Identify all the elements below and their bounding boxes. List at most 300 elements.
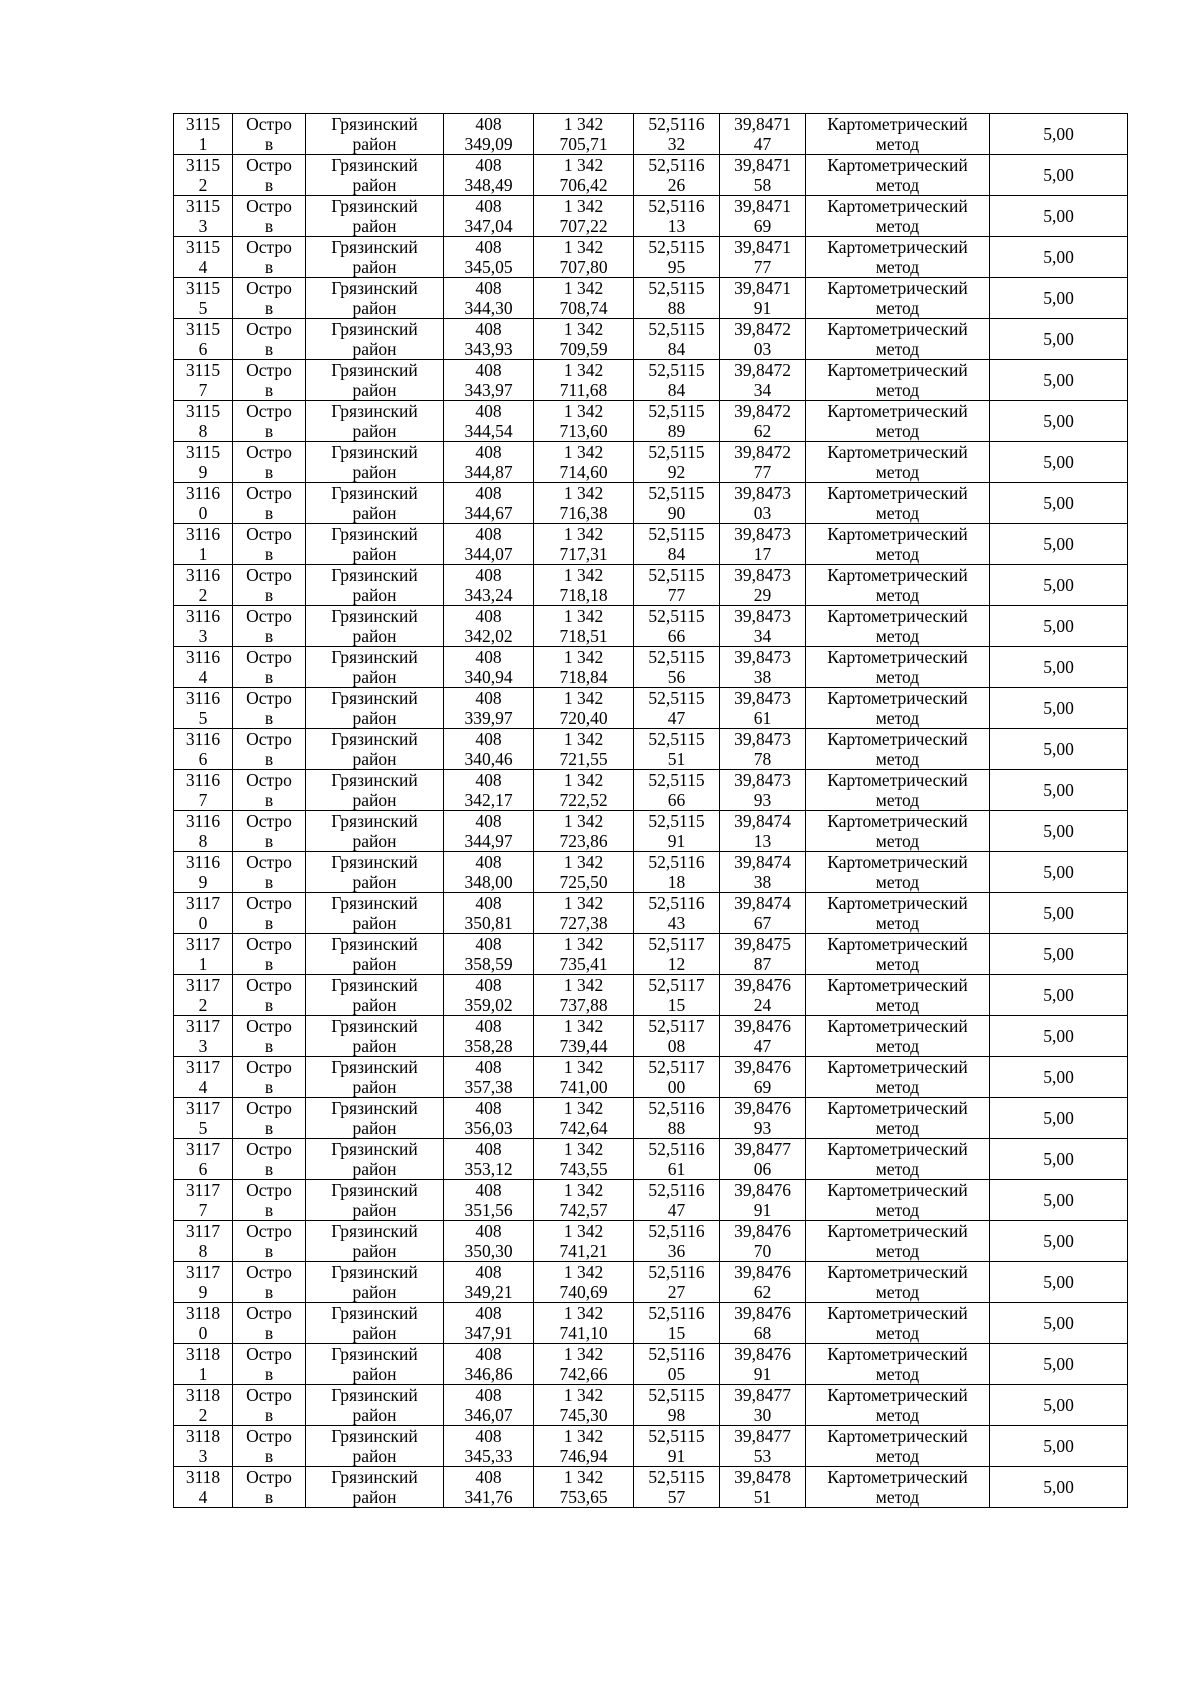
district-line: район <box>352 708 397 728</box>
object-type-cell <box>233 934 306 975</box>
longitude-cell <box>720 155 806 196</box>
y-coordinate-line: 707,22 <box>559 216 608 236</box>
method-cell <box>806 483 990 524</box>
method-line: метод <box>875 1446 920 1466</box>
district-line: район <box>352 749 397 769</box>
method-line: Картометрический <box>827 524 968 544</box>
longitude-line: 13 <box>753 831 772 851</box>
x-coordinate-line: 341,76 <box>464 1487 513 1507</box>
method-cell <box>806 196 990 237</box>
point-number-cell <box>174 319 233 360</box>
latitude-line: 52,5116 <box>648 114 705 134</box>
latitude-line: 52,5115 <box>648 401 705 421</box>
district-line: район <box>352 831 397 851</box>
x-coordinate-line: 348,00 <box>464 872 513 892</box>
table-row <box>174 1467 1128 1508</box>
district-line: район <box>352 1200 397 1220</box>
latitude-cell <box>634 483 720 524</box>
point-number-cell <box>174 606 233 647</box>
point-number-line: 4 <box>198 257 208 277</box>
object-type-line: Остро <box>246 647 292 667</box>
accuracy-cell: 5,00 <box>990 770 1128 811</box>
method-line: метод <box>875 626 920 646</box>
point-number-line: 4 <box>198 667 208 687</box>
point-number-line: 1 <box>198 544 208 564</box>
x-coordinate-cell <box>444 606 534 647</box>
object-type-line: в <box>264 1282 274 1302</box>
object-type-line: в <box>264 995 274 1015</box>
method-line: метод <box>875 1487 920 1507</box>
y-coordinate-cell <box>534 1057 634 1098</box>
object-type-line: в <box>264 1118 274 1138</box>
point-number-line: 3116 <box>185 647 221 667</box>
method-line: Картометрический <box>827 196 968 216</box>
x-coordinate-line: 408 <box>475 688 502 708</box>
point-number-line: 1 <box>198 954 208 974</box>
method-line: Картометрический <box>827 1139 968 1159</box>
longitude-cell <box>720 811 806 852</box>
method-cell <box>806 1221 990 1262</box>
point-number-cell <box>174 1221 233 1262</box>
longitude-cell <box>720 483 806 524</box>
object-type-cell <box>233 1139 306 1180</box>
accuracy-cell: 5,00 <box>990 483 1128 524</box>
district-line: Грязинский <box>331 442 418 462</box>
longitude-line: 39,8474 <box>734 852 791 872</box>
y-coordinate-cell <box>534 237 634 278</box>
x-coordinate-cell <box>444 524 534 565</box>
point-number-line: 3118 <box>185 1467 221 1487</box>
object-type-line: Остро <box>246 934 292 954</box>
district-line: Грязинский <box>331 196 418 216</box>
x-coordinate-line: 408 <box>475 1098 502 1118</box>
latitude-line: 52,5116 <box>648 1221 705 1241</box>
longitude-cell <box>720 196 806 237</box>
y-coordinate-line: 716,38 <box>559 503 608 523</box>
district-line: Грязинский <box>331 893 418 913</box>
point-number-cell <box>174 237 233 278</box>
method-line: метод <box>875 913 920 933</box>
table-row <box>174 1221 1128 1262</box>
point-number-line: 3115 <box>185 196 221 216</box>
method-line: Картометрический <box>827 1344 968 1364</box>
latitude-line: 52,5116 <box>648 1098 705 1118</box>
object-type-line: в <box>264 1364 274 1384</box>
object-type-line: в <box>264 831 274 851</box>
object-type-line: в <box>264 585 274 605</box>
object-type-line: Остро <box>246 852 292 872</box>
accuracy-cell: 5,00 <box>990 1262 1128 1303</box>
longitude-line: 29 <box>753 585 772 605</box>
district-line: Грязинский <box>331 975 418 995</box>
method-cell <box>806 647 990 688</box>
y-coordinate-line: 714,60 <box>559 462 608 482</box>
district-cell <box>306 565 444 606</box>
table-row <box>174 483 1128 524</box>
object-type-line: Остро <box>246 688 292 708</box>
table-row <box>174 114 1128 155</box>
y-coordinate-cell <box>534 729 634 770</box>
method-line: Картометрический <box>827 852 968 872</box>
longitude-line: 91 <box>753 298 772 318</box>
table-row <box>174 155 1128 196</box>
longitude-cell <box>720 729 806 770</box>
latitude-line: 52,5116 <box>648 893 705 913</box>
latitude-cell <box>634 688 720 729</box>
district-cell <box>306 196 444 237</box>
x-coordinate-cell <box>444 442 534 483</box>
district-line: Грязинский <box>331 483 418 503</box>
district-cell <box>306 278 444 319</box>
district-line: Грязинский <box>331 524 418 544</box>
latitude-cell <box>634 524 720 565</box>
point-number-line: 3117 <box>185 1098 221 1118</box>
district-line: район <box>352 1077 397 1097</box>
y-coordinate-cell <box>534 565 634 606</box>
point-number-line: 3117 <box>185 1057 221 1077</box>
point-number-line: 3117 <box>185 1139 221 1159</box>
x-coordinate-cell <box>444 893 534 934</box>
y-coordinate-line: 741,10 <box>559 1323 608 1343</box>
district-cell <box>306 1098 444 1139</box>
latitude-cell <box>634 770 720 811</box>
x-coordinate-line: 408 <box>475 155 502 175</box>
table-row <box>174 442 1128 483</box>
object-type-line: в <box>264 872 274 892</box>
longitude-cell <box>720 401 806 442</box>
object-type-line: Остро <box>246 1221 292 1241</box>
y-coordinate-line: 739,44 <box>559 1036 608 1056</box>
y-coordinate-line: 1 342 <box>563 1467 604 1487</box>
table-row <box>174 1139 1128 1180</box>
latitude-line: 52,5115 <box>648 442 705 462</box>
longitude-line: 91 <box>753 1200 772 1220</box>
district-line: Грязинский <box>331 1303 418 1323</box>
point-number-cell <box>174 1262 233 1303</box>
y-coordinate-cell <box>534 811 634 852</box>
point-number-line: 5 <box>198 708 208 728</box>
point-number-line: 3115 <box>185 401 221 421</box>
latitude-line: 52,5115 <box>648 524 705 544</box>
object-type-cell <box>233 688 306 729</box>
y-coordinate-line: 1 342 <box>563 483 604 503</box>
y-coordinate-cell <box>534 1139 634 1180</box>
method-line: метод <box>875 708 920 728</box>
method-line: Картометрический <box>827 1098 968 1118</box>
point-number-line: 4 <box>198 1487 208 1507</box>
longitude-line: 39,8475 <box>734 934 791 954</box>
latitude-cell <box>634 1385 720 1426</box>
district-line: Грязинский <box>331 1180 418 1200</box>
accuracy-cell: 5,00 <box>990 278 1128 319</box>
object-type-line: Остро <box>246 1139 292 1159</box>
method-cell <box>806 360 990 401</box>
longitude-line: 39,8476 <box>734 1262 791 1282</box>
object-type-cell <box>233 1180 306 1221</box>
latitude-line: 88 <box>667 298 686 318</box>
point-number-cell <box>174 770 233 811</box>
object-type-line: Остро <box>246 360 292 380</box>
district-cell <box>306 852 444 893</box>
method-line: Картометрический <box>827 688 968 708</box>
table-row <box>174 1016 1128 1057</box>
object-type-line: в <box>264 339 274 359</box>
method-line: метод <box>875 1077 920 1097</box>
latitude-line: 52,5116 <box>648 852 705 872</box>
object-type-line: в <box>264 503 274 523</box>
latitude-line: 05 <box>667 1364 686 1384</box>
latitude-cell <box>634 319 720 360</box>
y-coordinate-cell <box>534 606 634 647</box>
latitude-cell <box>634 1016 720 1057</box>
latitude-cell <box>634 893 720 934</box>
object-type-line: Остро <box>246 442 292 462</box>
table-row <box>174 975 1128 1016</box>
district-cell <box>306 1385 444 1426</box>
y-coordinate-line: 720,40 <box>559 708 608 728</box>
district-line: район <box>352 790 397 810</box>
y-coordinate-cell <box>534 155 634 196</box>
point-number-line: 3116 <box>185 606 221 626</box>
method-line: Картометрический <box>827 401 968 421</box>
latitude-line: 52,5115 <box>648 483 705 503</box>
method-line: метод <box>875 1036 920 1056</box>
y-coordinate-cell <box>534 360 634 401</box>
longitude-line: 69 <box>753 1077 772 1097</box>
point-number-line: 8 <box>198 421 208 441</box>
method-line: Картометрический <box>827 1467 968 1487</box>
y-coordinate-line: 1 342 <box>563 647 604 667</box>
point-number-cell <box>174 278 233 319</box>
latitude-line: 47 <box>667 1200 686 1220</box>
method-line: метод <box>875 421 920 441</box>
y-coordinate-line: 743,55 <box>559 1159 608 1179</box>
y-coordinate-cell <box>534 1385 634 1426</box>
latitude-line: 18 <box>667 872 686 892</box>
method-line: Картометрический <box>827 565 968 585</box>
x-coordinate-cell <box>444 565 534 606</box>
latitude-line: 52,5115 <box>648 770 705 790</box>
object-type-cell <box>233 1344 306 1385</box>
longitude-cell <box>720 1385 806 1426</box>
latitude-cell <box>634 155 720 196</box>
longitude-line: 58 <box>753 175 772 195</box>
longitude-cell <box>720 1139 806 1180</box>
latitude-line: 56 <box>667 667 686 687</box>
x-coordinate-line: 408 <box>475 934 502 954</box>
accuracy-cell: 5,00 <box>990 934 1128 975</box>
x-coordinate-cell <box>444 770 534 811</box>
point-number-line: 8 <box>198 831 208 851</box>
latitude-cell <box>634 1262 720 1303</box>
object-type-line: Остро <box>246 237 292 257</box>
point-number-line: 3116 <box>185 483 221 503</box>
x-coordinate-line: 359,02 <box>464 995 513 1015</box>
y-coordinate-line: 1 342 <box>563 196 604 216</box>
method-line: Картометрический <box>827 729 968 749</box>
object-type-line: Остро <box>246 196 292 216</box>
method-cell <box>806 811 990 852</box>
object-type-line: Остро <box>246 1303 292 1323</box>
x-coordinate-line: 342,02 <box>464 626 513 646</box>
latitude-line: 88 <box>667 1118 686 1138</box>
object-type-cell <box>233 1016 306 1057</box>
district-line: район <box>352 298 397 318</box>
point-number-line: 3116 <box>185 565 221 585</box>
y-coordinate-cell <box>534 1262 634 1303</box>
object-type-line: Остро <box>246 606 292 626</box>
district-cell <box>306 114 444 155</box>
point-number-line: 2 <box>198 995 208 1015</box>
x-coordinate-line: 408 <box>475 196 502 216</box>
district-cell <box>306 1262 444 1303</box>
method-line: Картометрический <box>827 647 968 667</box>
district-line: Грязинский <box>331 1426 418 1446</box>
y-coordinate-cell <box>534 319 634 360</box>
x-coordinate-line: 408 <box>475 811 502 831</box>
longitude-cell <box>720 770 806 811</box>
x-coordinate-cell <box>444 155 534 196</box>
point-number-line: 3117 <box>185 934 221 954</box>
district-line: Грязинский <box>331 729 418 749</box>
y-coordinate-line: 706,42 <box>559 175 608 195</box>
longitude-cell <box>720 1098 806 1139</box>
district-line: район <box>352 872 397 892</box>
table-row <box>174 1180 1128 1221</box>
x-coordinate-line: 356,03 <box>464 1118 513 1138</box>
longitude-line: 61 <box>753 708 772 728</box>
method-line: метод <box>875 1118 920 1138</box>
method-line: метод <box>875 1200 920 1220</box>
y-coordinate-line: 1 342 <box>563 319 604 339</box>
point-number-line: 3117 <box>185 1221 221 1241</box>
point-number-cell <box>174 442 233 483</box>
x-coordinate-line: 408 <box>475 1344 502 1364</box>
district-line: Грязинский <box>331 1098 418 1118</box>
longitude-cell <box>720 1221 806 1262</box>
district-cell <box>306 319 444 360</box>
object-type-line: Остро <box>246 770 292 790</box>
point-number-line: 6 <box>198 1159 208 1179</box>
longitude-cell <box>720 1303 806 1344</box>
x-coordinate-line: 346,07 <box>464 1405 513 1425</box>
y-coordinate-cell <box>534 483 634 524</box>
district-line: Грязинский <box>331 688 418 708</box>
x-coordinate-line: 343,93 <box>464 339 513 359</box>
object-type-line: в <box>264 462 274 482</box>
table-row <box>174 811 1128 852</box>
district-cell <box>306 1057 444 1098</box>
x-coordinate-line: 408 <box>475 401 502 421</box>
longitude-line: 39,8477 <box>734 1139 791 1159</box>
method-line: Картометрический <box>827 1057 968 1077</box>
method-cell <box>806 934 990 975</box>
x-coordinate-line: 350,81 <box>464 913 513 933</box>
object-type-line: Остро <box>246 1180 292 1200</box>
x-coordinate-line: 357,38 <box>464 1077 513 1097</box>
object-type-cell <box>233 1303 306 1344</box>
longitude-line: 39,8477 <box>734 1426 791 1446</box>
point-number-cell <box>174 1180 233 1221</box>
y-coordinate-line: 753,65 <box>559 1487 608 1507</box>
latitude-line: 08 <box>667 1036 686 1056</box>
longitude-line: 77 <box>753 257 772 277</box>
table-row <box>174 196 1128 237</box>
longitude-cell <box>720 893 806 934</box>
object-type-line: в <box>264 749 274 769</box>
x-coordinate-line: 344,67 <box>464 503 513 523</box>
method-line: Картометрический <box>827 442 968 462</box>
district-cell <box>306 770 444 811</box>
y-coordinate-line: 1 342 <box>563 1098 604 1118</box>
point-number-line: 8 <box>198 1241 208 1261</box>
district-line: район <box>352 544 397 564</box>
method-line: метод <box>875 1159 920 1179</box>
latitude-line: 84 <box>667 339 686 359</box>
latitude-line: 00 <box>667 1077 686 1097</box>
latitude-cell <box>634 852 720 893</box>
method-cell <box>806 1139 990 1180</box>
x-coordinate-line: 344,87 <box>464 462 513 482</box>
district-line: Грязинский <box>331 647 418 667</box>
y-coordinate-line: 1 342 <box>563 934 604 954</box>
longitude-line: 70 <box>753 1241 772 1261</box>
object-type-line: в <box>264 175 274 195</box>
point-number-cell <box>174 1098 233 1139</box>
object-type-line: Остро <box>246 1098 292 1118</box>
method-line: Картометрический <box>827 934 968 954</box>
latitude-cell <box>634 1057 720 1098</box>
longitude-cell <box>720 1426 806 1467</box>
longitude-line: 77 <box>753 462 772 482</box>
latitude-line: 52,5117 <box>648 1016 705 1036</box>
method-cell <box>806 1385 990 1426</box>
district-line: район <box>352 257 397 277</box>
table-row <box>174 934 1128 975</box>
y-coordinate-line: 1 342 <box>563 1139 604 1159</box>
x-coordinate-line: 408 <box>475 1467 502 1487</box>
longitude-cell <box>720 852 806 893</box>
point-number-line: 3115 <box>185 442 221 462</box>
district-line: район <box>352 1446 397 1466</box>
district-cell <box>306 934 444 975</box>
x-coordinate-cell <box>444 1426 534 1467</box>
object-type-cell <box>233 975 306 1016</box>
district-line: район <box>352 1118 397 1138</box>
latitude-cell <box>634 647 720 688</box>
longitude-line: 39,8476 <box>734 975 791 995</box>
district-cell <box>306 811 444 852</box>
table-row <box>174 729 1128 770</box>
y-coordinate-cell <box>534 196 634 237</box>
district-line: район <box>352 339 397 359</box>
y-coordinate-cell <box>534 1016 634 1057</box>
latitude-cell <box>634 401 720 442</box>
accuracy-cell: 5,00 <box>990 196 1128 237</box>
x-coordinate-line: 408 <box>475 647 502 667</box>
method-cell <box>806 893 990 934</box>
longitude-line: 39,8472 <box>734 319 791 339</box>
object-type-cell <box>233 442 306 483</box>
y-coordinate-cell <box>534 934 634 975</box>
x-coordinate-line: 408 <box>475 1016 502 1036</box>
latitude-line: 52,5115 <box>648 688 705 708</box>
method-line: метод <box>875 1241 920 1261</box>
method-cell <box>806 114 990 155</box>
latitude-cell <box>634 565 720 606</box>
x-coordinate-line: 350,30 <box>464 1241 513 1261</box>
latitude-line: 98 <box>667 1405 686 1425</box>
